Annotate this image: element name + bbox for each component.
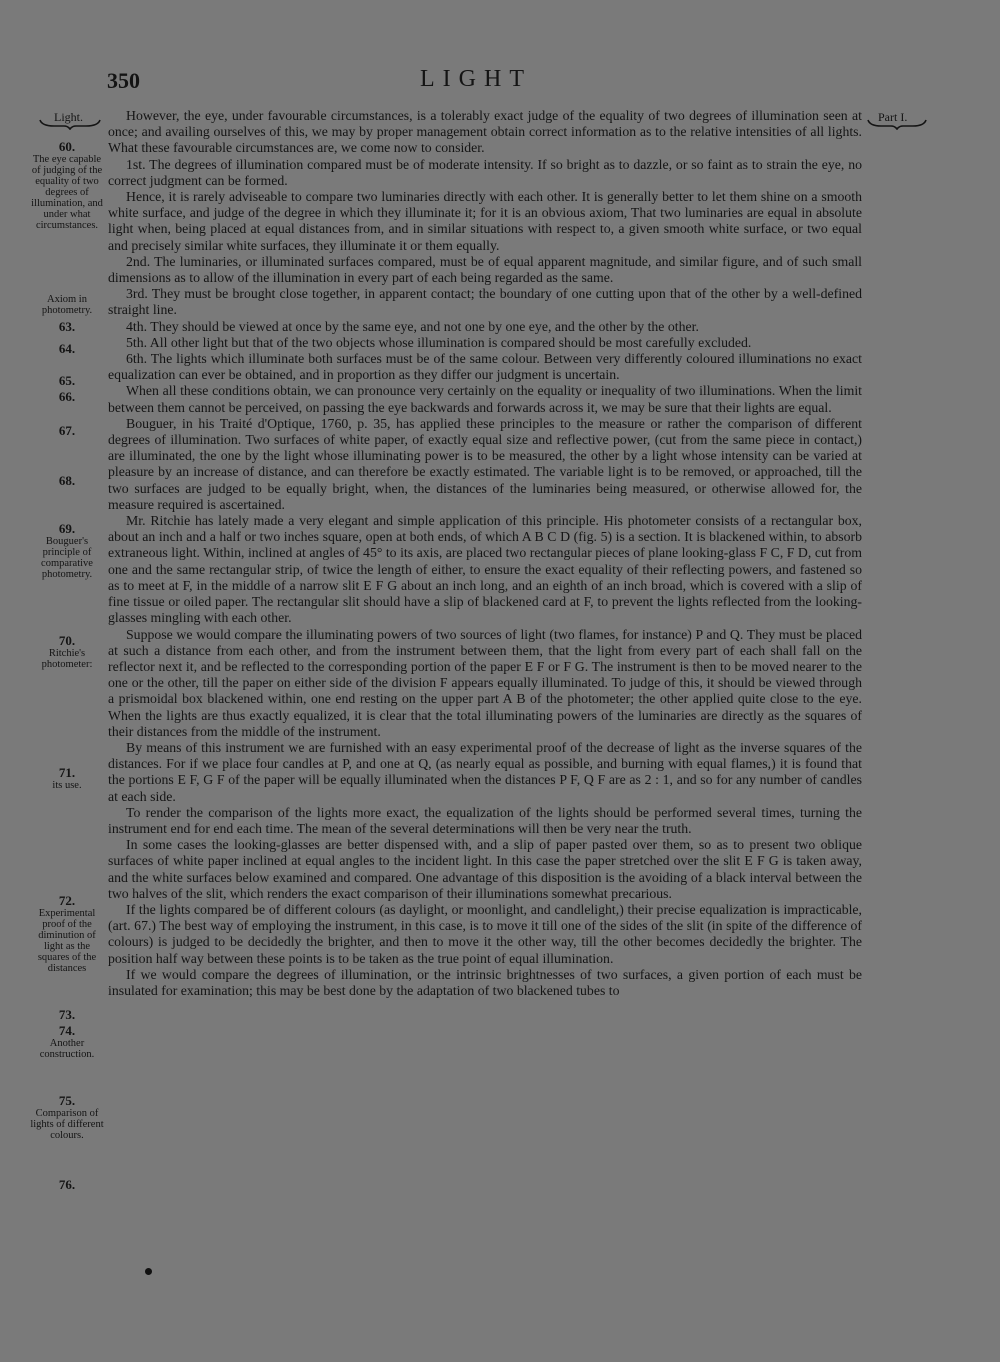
running-head-right: Part I. xyxy=(878,110,908,124)
paragraph-73: In some cases the looking-glasses are better dispensed with, and a slip of paper pasted over them, so as to present two oblique surfaces of white paper inclined at equal angles to the incident light. In this case the paper stretched over the slit E F G is taken away, and the white surfaces below examined and compared. One advantage of this disposition is the avoiding of a black interval between the two halves of the slit, which renders the exact comparison of their illuminations somewhat precarious. xyxy=(108,837,862,901)
margin-note: 70. Ritchie's photometer: xyxy=(41,633,93,670)
margin-note: 68. xyxy=(58,473,76,488)
page-title: LIGHT xyxy=(420,66,532,92)
margin-note: 67. xyxy=(58,423,76,438)
paragraph-64: 3rd. They must be brought close together, in apparent contact; the boundary of one cutting upon that of the other by a well-defined straight line. xyxy=(108,286,862,318)
paragraph-68: When all these conditions obtain, we can pronounce very certainly on the equality or inequality of two illuminations. When the limit between them cannot be perceived, on passing the eye backwards and forwards across it, we may be sure that their lights are equal. xyxy=(108,383,862,415)
paragraph-70: Mr. Ritchie has lately made a very elegant and simple application of this principle. His photometer consists of a rectangular box, about an inch and a half or two inches square, open at both ends, of which A B C D (fig. 5) is a section. It is blackened within, to absorb extraneous light. Within, inclined at angles of 45° to its axis, are placed two rectangular pieces of plane looking-glass F C, F D, cut from one and the same rectangular strip, of twice the length of either, to ensure the exact equality of their reflecting powers, and fastened so as to meet at F, in the middle of a narrow slit E F G about an inch long, and an eighth of an inch broad, which is covered with a slip of fine tissue or oiled paper. The rectangular slit should have a slip of blackened card at F, to prevent the lights reflected from the looking-glasses mingling with each other. xyxy=(108,513,862,626)
margin-note: 69. Bouguer's principle of comparative photometry. xyxy=(41,521,93,580)
margin-note: 60. The eye capable of judging of the equality of two degrees of illumination, and under what circumstances. xyxy=(31,139,103,231)
paragraph-62: 2nd. The luminaries, or illuminated surfaces compared, must be of equal apparent magnitude, and similar figure, and of such small dimensions as to allow of the illumination in every part of each being regarded as the same. xyxy=(108,253,862,286)
margin-note: 66. xyxy=(58,389,76,404)
paragraph-66: 5th. All other light but that of the two objects whose illumination is compared should be most carefully excluded. xyxy=(126,334,752,350)
page-number: 350 xyxy=(107,68,140,93)
paragraph-61: 1st. The degrees of illumination compared must be of moderate intensity. If so bright as to dazzle, or so faint as to strain the eye, no correct judgment can be formed. xyxy=(108,156,862,188)
paragraph-71: Suppose we would compare the illuminating powers of two sources of light (two flames, for instance) P and Q. They must be placed at such a distance from each other, and from the instrument between them, that the light from every part of each shall fall on the reflector next it, and be reflected to the corresponding portion of the paper E F or F G. The instrument is then to be moved nearer to the one or the other, till the paper on either side of the division F appears equally illuminated. To judge of this, it should be viewed through a prismoidal box blackened within, one end resting on the upper part A B of the photometer; the other applied quite close to the eye. When the lights are thus exactly equalized, it is clear that the total illuminating powers of the luminaries are directly as the squares of their distances from the middle of the instrument. xyxy=(108,626,862,739)
body-text xyxy=(108,108,862,999)
running-head-left: Light. xyxy=(54,110,83,124)
ink-spot xyxy=(145,1268,152,1275)
paragraph-72b: To render the comparison of the lights more exact, the equalization of the lights should be performed several times, turning the instrument end for end each time. The mean of the several determinations will then be very near the truth. xyxy=(108,804,862,836)
page-header xyxy=(0,66,1000,98)
margin-note: 76. xyxy=(58,1177,76,1192)
margin-note: Axiom in photometry. xyxy=(41,294,93,316)
margin-note: 71. its use. xyxy=(52,765,82,791)
brace-left-icon xyxy=(38,118,102,130)
brace-right-icon xyxy=(866,118,928,130)
paragraph-72: By means of this instrument we are furnished with an easy experimental proof of the decrease of light as the inverse squares of the distances. For if we place four candles at P, and one at Q, (as nearly equal as possible, and burning with equal flames,) it is found that the portions E F, G F of the paper will be equally illuminated when the distances P F, Q F are as 2 : 1, and so for any number of candles at each side. xyxy=(108,739,862,804)
margin-note: 73. xyxy=(58,1007,76,1022)
margin-note: 75. Comparison of lights of different colours. xyxy=(30,1093,104,1141)
paragraph-60: However, the eye, under favourable circumstances, is a tolerably exact judge of the equality of two degrees of illumination seen at once; and availing ourselves of this, we may by proper management obtain correct information as to the relative intensities of all lights. What these favourable circumstances are, we come now to consider. xyxy=(108,108,862,156)
paragraph-75: If the lights compared be of different colours (as daylight, or moonlight, and candlelight,) their precise equalization is impracticable, (art. 67.) The best way of employing the instrument, in this case, is to move it till one of the sides of the slit (in spite of the difference of colours) is judged to be decidedly the brighter, and then to move it the other way, till the other becomes decidedly the brighter. The position half way between these points is to be taken as the true point of equal illumination. xyxy=(108,901,862,966)
margin-note: 63. xyxy=(58,319,76,334)
paragraph-65: 4th. They should be viewed at once by the same eye, and not one by one eye, and the other by the other. xyxy=(126,318,699,334)
paragraph-69: Bouguer, in his Traité d'Optique, 1760, p. 35, has applied these principles to the measure or rather the comparison of different degrees of illumination. Two surfaces of white paper, of exactly equal size and reflective power, (cut from the same piece in contact,) are illuminated, the one by the light whose illuminating power is to be measured, the other by a light whose intensity can be varied at pleasure by an increase of distance, and can therefore be exactly estimated. The variable light is to be removed, or approached, till the two surfaces are judged to be equally bright, when, the distances of the luminaries being measured, or otherwise allowed for, the measure required is ascertained. xyxy=(108,415,862,512)
margin-note: 65. xyxy=(58,373,76,388)
margin-note: 72. Experimental proof of the diminution of light as the squares of the distances xyxy=(37,893,97,974)
paragraph-61-axiom: Hence, it is rarely adviseable to compare two luminaries directly with each other. It is generally better to let them shine on a smooth white surface, and judge of the degree in which they illuminate it; for it is an obvious axiom, That two luminaries are equal in absolute light when, being placed at equal distances from, and in similar situations with respect to, a given smooth white surface, or two equal and precisely similar white surfaces, they illuminate it or them equally. xyxy=(108,189,862,253)
paragraph-67: 6th. The lights which illuminate both surfaces must be of the same colour. Between very differently coloured illuminations no exact equalization can ever be obtained, and in proportion as they differ our judgment is uncertain. xyxy=(108,351,862,383)
margin-note: 64. xyxy=(58,341,76,356)
paragraph-76: If we would compare the degrees of illumination, or the intrinsic brightnesses of two surfaces, a given portion of each must be insulated for examination; this may be best done by the adaptation of two blackened tubes to xyxy=(108,966,862,998)
margin-note: 74. Another construction. xyxy=(39,1023,95,1060)
